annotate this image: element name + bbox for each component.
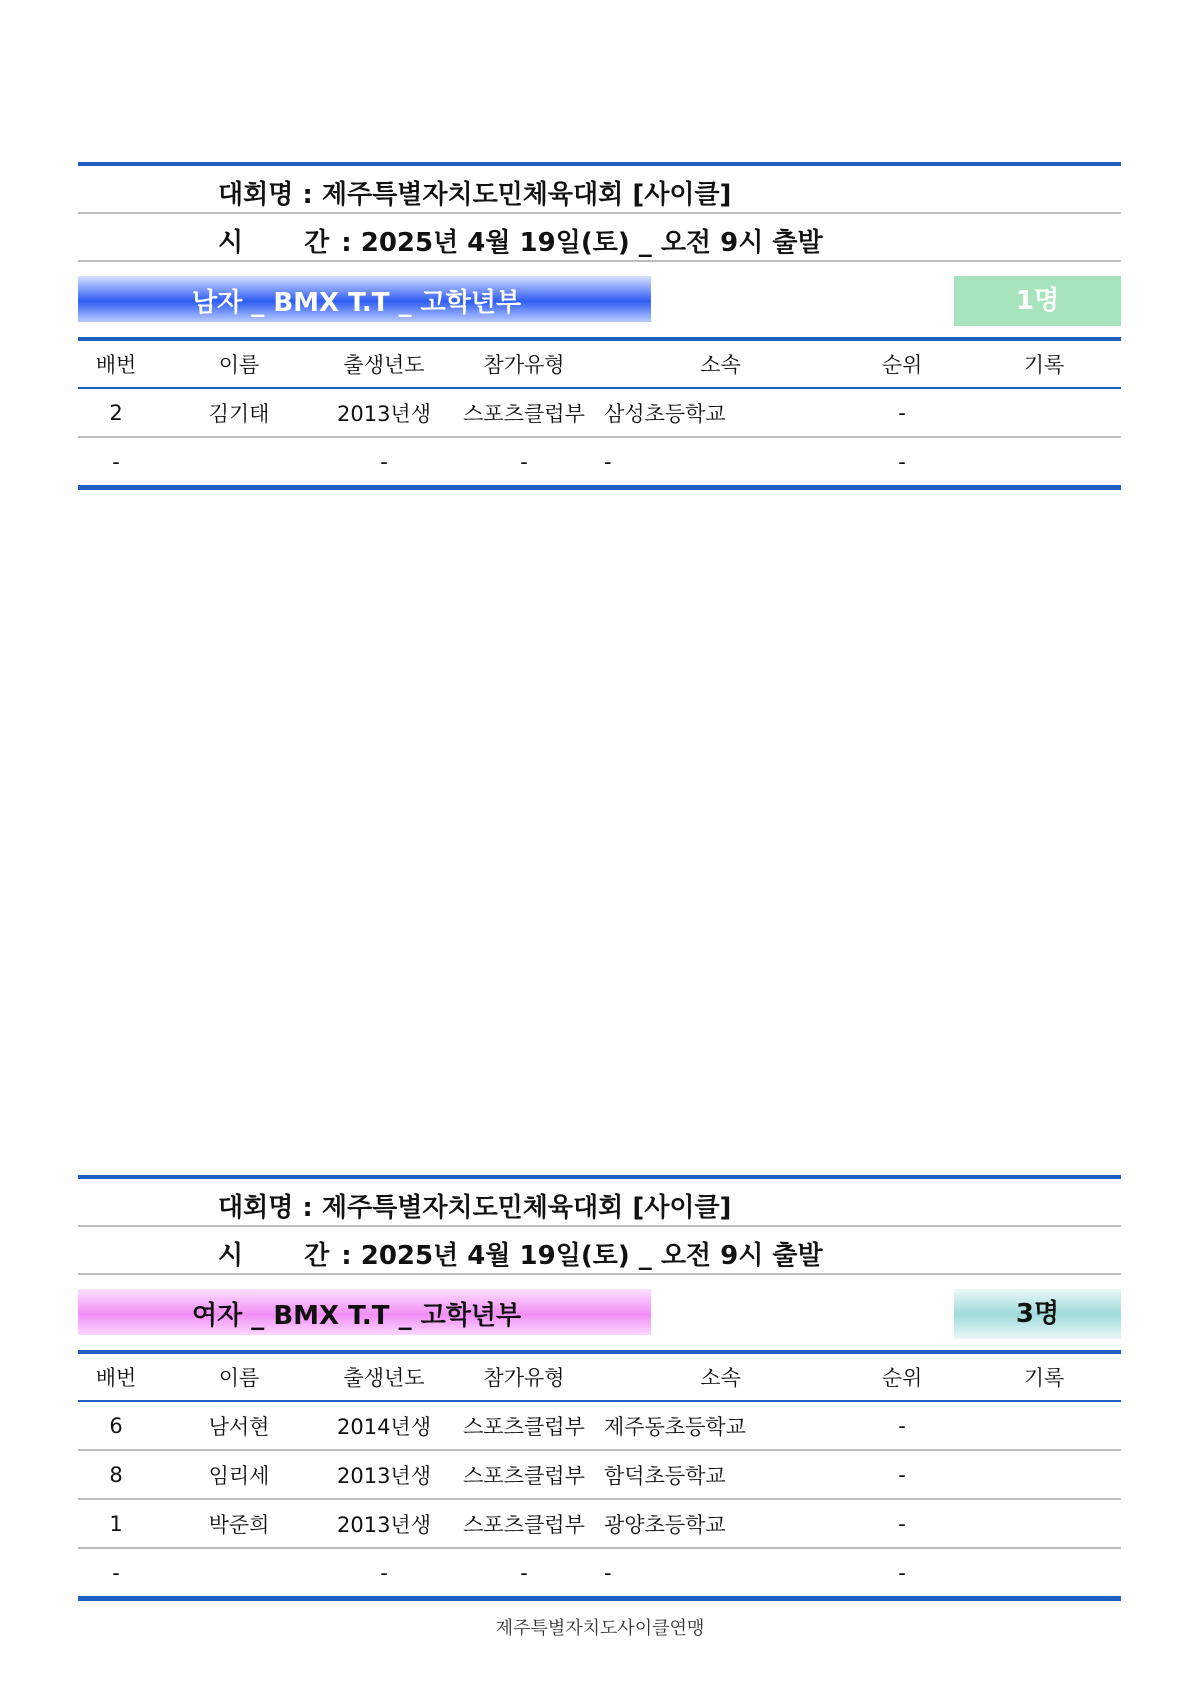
cell-bib: 6 [78, 1401, 154, 1450]
category-banner [78, 276, 651, 322]
col-rank: 순위 [837, 339, 967, 388]
cell-name [154, 1548, 324, 1599]
cell-record [967, 1401, 1121, 1450]
col-birth-year: 출생년도 [324, 1352, 444, 1401]
table-row [78, 1401, 1121, 1450]
cell-record [967, 1450, 1121, 1499]
category-title: 남자 _ BMX T.T _ 고학년부 [192, 288, 522, 318]
start-time-row [78, 214, 1121, 262]
cell-bib: 2 [78, 388, 154, 437]
col-bib: 배번 [78, 1352, 154, 1401]
cell-name: 박준희 [154, 1499, 324, 1548]
time-value: : 2025년 4월 19일(토) _ 오전 9시 출발 [341, 228, 823, 258]
col-bib: 배번 [78, 339, 154, 388]
cell-entry-type: 스포츠클럽부 [444, 1450, 604, 1499]
cell-entry-type: - [520, 449, 528, 474]
cell-affiliation: 함덕초등학교 [604, 1450, 837, 1499]
competition-name-row [78, 162, 1121, 214]
cell-name: 임리세 [154, 1450, 324, 1499]
col-entry-type: 참가유형 [444, 1352, 604, 1401]
table-row [78, 1548, 1121, 1599]
cell-bib: 1 [78, 1499, 154, 1548]
male-category-section [78, 162, 1121, 490]
competition-name: 제주특별자치도민체육대회 [사이클] [321, 180, 732, 210]
competition-name: 제주특별자치도민체육대회 [사이클] [321, 1193, 732, 1223]
cell-affiliation: 광양초등학교 [604, 1499, 837, 1548]
cell-birth-year: 2013년생 [324, 1499, 444, 1548]
cell-entry-type: 스포츠클럽부 [444, 1499, 604, 1548]
cell-birth-year: 2013년생 [324, 388, 444, 437]
table-row [78, 1499, 1121, 1548]
cell-rank: - [837, 1450, 967, 1499]
category-row [78, 262, 1121, 337]
time-label: 시 간 [218, 1241, 356, 1271]
table-row [78, 437, 1121, 488]
competition-label: 대회명 : [218, 180, 313, 210]
cell-record [967, 1499, 1121, 1548]
cell-rank: - [898, 1560, 906, 1585]
cell-rank: - [837, 1499, 967, 1548]
cell-name: 남서현 [154, 1401, 324, 1450]
entries-table [78, 337, 1121, 490]
entrant-count-badge: 1명 [954, 276, 1121, 326]
category-banner [78, 1289, 651, 1335]
col-entry-type: 참가유형 [444, 339, 604, 388]
cell-affiliation: 삼성초등학교 [604, 388, 837, 437]
cell-bib: - [112, 1560, 120, 1585]
col-affiliation: 소속 [604, 1352, 837, 1401]
col-rank: 순위 [837, 1352, 967, 1401]
cell-record [967, 388, 1121, 437]
category-row [78, 1275, 1121, 1350]
table-row [78, 1450, 1121, 1499]
cell-bib: 8 [78, 1450, 154, 1499]
col-name: 이름 [154, 339, 324, 388]
cell-rank: - [898, 449, 906, 474]
cell-birth-year: 2014년생 [324, 1401, 444, 1450]
organizer-footer: 제주특별자치도사이클연맹 [495, 1618, 705, 1639]
col-name: 이름 [154, 1352, 324, 1401]
female-category-section [78, 1175, 1121, 1601]
col-affiliation: 소속 [604, 339, 837, 388]
cell-affiliation: - [604, 1560, 612, 1585]
time-value: : 2025년 4월 19일(토) _ 오전 9시 출발 [341, 1241, 823, 1271]
table-header-row [78, 339, 1121, 388]
cell-birth-year: - [380, 449, 388, 474]
cell-record [967, 1548, 1121, 1599]
cell-birth-year: - [380, 1560, 388, 1585]
cell-entry-type: 스포츠클럽부 [444, 1401, 604, 1450]
competition-name-row [78, 1175, 1121, 1227]
cell-affiliation: - [604, 449, 612, 474]
cell-bib: - [112, 449, 120, 474]
cell-name [154, 437, 324, 488]
cell-record [967, 437, 1121, 488]
cell-entry-type: - [520, 1560, 528, 1585]
entrant-count-badge: 3명 [954, 1289, 1121, 1339]
cell-entry-type: 스포츠클럽부 [444, 388, 604, 437]
table-header-row [78, 1352, 1121, 1401]
col-record: 기록 [967, 1352, 1121, 1401]
cell-rank: - [837, 1401, 967, 1450]
category-title: 여자 _ BMX T.T _ 고학년부 [192, 1301, 522, 1331]
cell-rank: - [837, 388, 967, 437]
col-record: 기록 [967, 339, 1121, 388]
cell-birth-year: 2013년생 [324, 1450, 444, 1499]
competition-label: 대회명 : [218, 1193, 313, 1223]
time-label: 시 간 [218, 228, 356, 258]
table-row [78, 388, 1121, 437]
cell-name: 김기태 [154, 388, 324, 437]
start-time-row [78, 1227, 1121, 1275]
entries-table [78, 1350, 1121, 1601]
cell-affiliation: 제주동초등학교 [604, 1401, 837, 1450]
col-birth-year: 출생년도 [324, 339, 444, 388]
